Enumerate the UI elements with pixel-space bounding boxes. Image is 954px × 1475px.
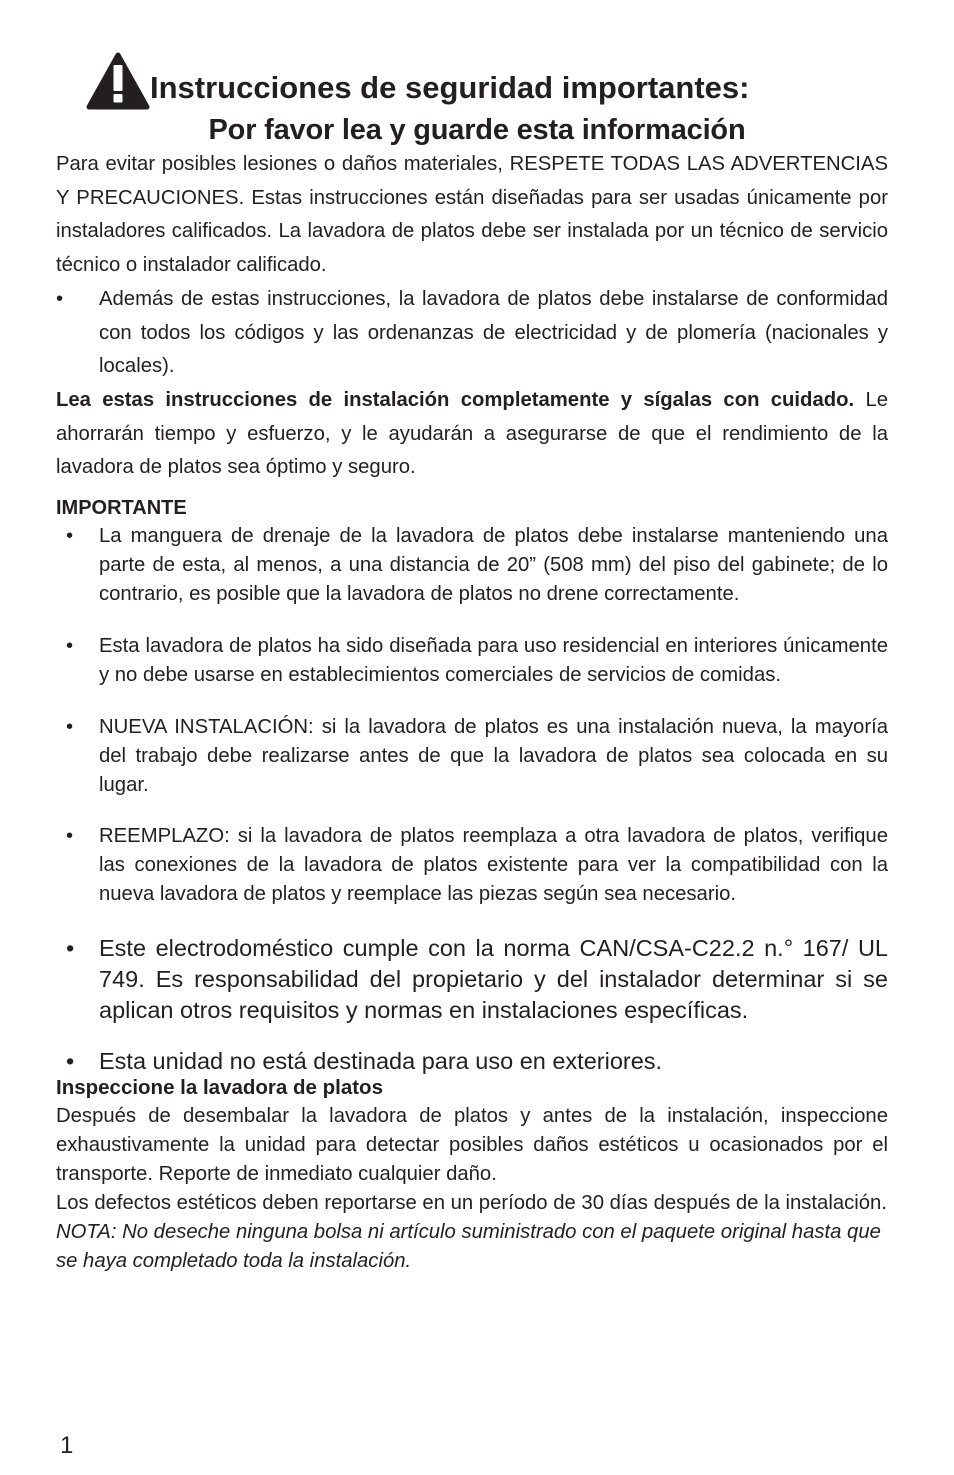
list-item xyxy=(56,522,888,609)
list-item-compliance xyxy=(56,933,888,1026)
bullet-icon: • xyxy=(66,825,74,848)
title-row xyxy=(56,52,888,112)
bullet-icon: • xyxy=(66,716,74,739)
important-heading: IMPORTANTE xyxy=(56,497,187,520)
read-instructions-paragraph xyxy=(56,384,888,485)
defects-paragraph: Los defectos estéticos deben reportarse en un período de 30 días después de la instalación. xyxy=(56,1192,887,1215)
bullet-icon: • xyxy=(66,525,74,548)
bullet-icon: • xyxy=(66,935,75,962)
intro-bullet-text: Además de estas instrucciones, la lavadora de platos debe instalarse de conformidad con todos los códigos y las ordenanzas de electricidad y de plomería (nacionales y locales). xyxy=(99,287,888,378)
read-instructions-text: Le ahorrarán tiempo y esfuerzo, y le ayudarán a asegurarse de que el rendimiento de la lavadora de platos sea óptimo y seguro. xyxy=(56,388,889,479)
bullet-icon: • xyxy=(56,287,64,310)
important-list xyxy=(56,522,888,1074)
page-title: Instrucciones de seguridad importantes: xyxy=(150,70,750,105)
bullet-icon: • xyxy=(66,635,74,658)
list-item-text: Este electrodoméstico cumple con la norma CAN/CSA-C22.2 n.° 167/ UL 749. Es responsabilidad del propietario y del instalador determinar si se aplican otros requisitos y normas en instalaciones específicas. xyxy=(99,935,888,1024)
list-item-text: NUEVA INSTALACIÓN: si la lavadora de platos es una instalación nueva, la mayoría del trabajo debe realizarse antes de que la lavadora de platos sea colocada en su lugar. xyxy=(99,716,888,797)
list-item-text: REEMPLAZO: si la lavadora de platos reemplaza a otra lavadora de platos, verifique las conexiones de la lavadora de platos existente para ver la compatibilidad con la nueva lavadora de platos y reemplace las piezas según sea necesario. xyxy=(99,825,888,906)
note-paragraph: NOTA: No deseche ninguna bolsa ni artículo suministrado con el paquete original hasta que se haya completado toda la instalación. xyxy=(56,1221,881,1273)
list-item xyxy=(56,632,888,690)
page-subtitle: Por favor lea y guarde esta información xyxy=(208,114,746,146)
read-instructions-bold: Lea estas instrucciones de instalación completamente y sígalas con cuidado. xyxy=(56,388,855,411)
intro-bullet xyxy=(56,283,888,384)
intro-paragraph: Para evitar posibles lesiones o daños materiales, RESPETE TODAS LAS ADVERTENCIAS Y PRECAUCIONES. Estas instrucciones están diseñadas para ser usadas únicamente por instaladores calificados. La lavadora de platos debe ser instalada por un técnico de servicio técnico o instalador calificado. xyxy=(56,153,888,277)
document-page xyxy=(56,52,888,1276)
list-item xyxy=(56,713,888,800)
list-item-text: Esta unidad no está destinada para uso en exteriores. xyxy=(99,1048,663,1075)
bullet-icon: • xyxy=(66,1048,75,1075)
page-number: 1 xyxy=(60,1432,74,1459)
inspect-paragraph: Después de desembalar la lavadora de platos y antes de la instalación, inspeccione exhaustivamente la unidad para detectar posibles daños estéticos u ocasionados por el transporte. Reporte de inmediato cualquier daño. xyxy=(56,1105,888,1186)
warning-icon xyxy=(86,52,150,110)
list-item-text: La manguera de drenaje de la lavadora de platos debe instalarse manteniendo una parte de esta, al menos, a una distancia de 20” (508 mm) del piso del gabinete; de lo contrario, es posible que la lavadora de platos no drene correctamente. xyxy=(99,525,888,606)
inspect-heading: Inspeccione la lavadora de platos xyxy=(56,1076,383,1100)
list-item xyxy=(56,822,888,909)
list-item-outdoor xyxy=(56,1048,888,1074)
list-item-text: Esta lavadora de platos ha sido diseñada para uso residencial en interiores únicamente y no debe usarse en establecimientos comerciales de servicios de comidas. xyxy=(99,635,888,687)
